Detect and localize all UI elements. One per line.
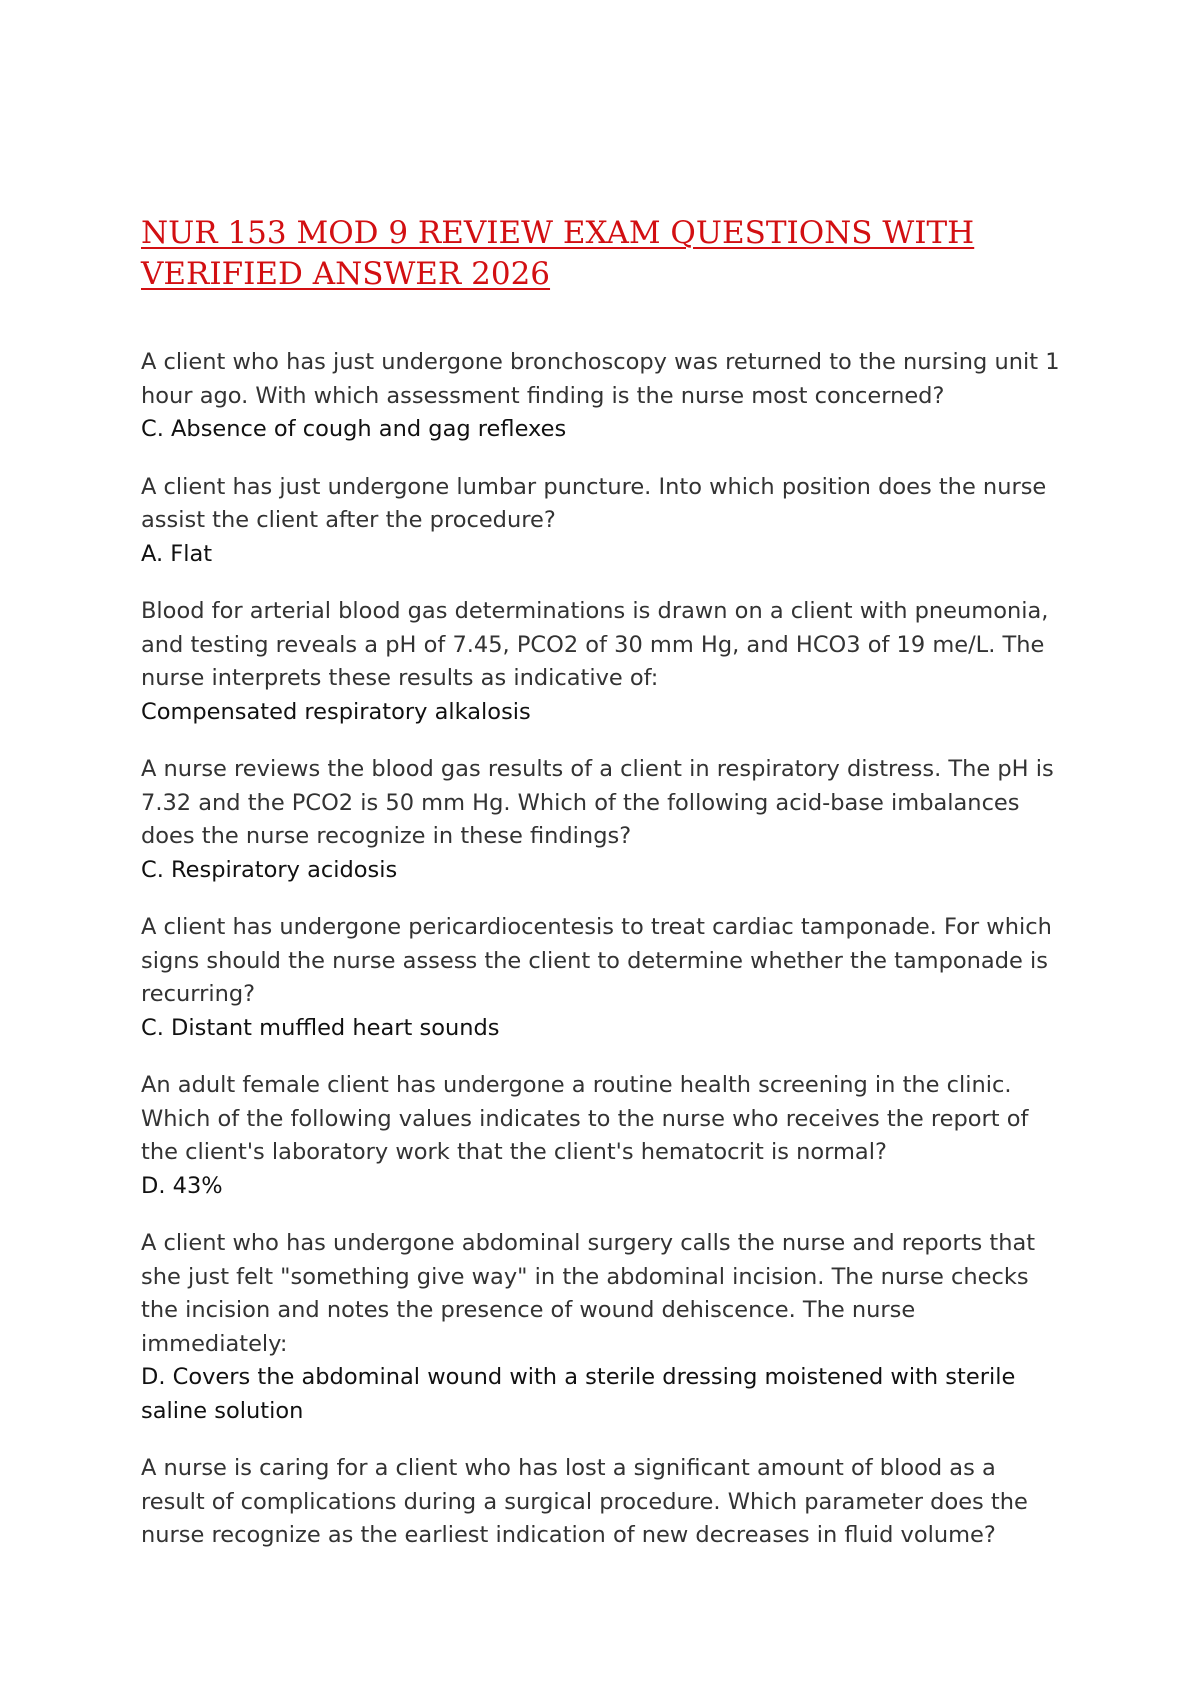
question-text: Blood for arterial blood gas determinations is drawn on a client with pneumonia, and testing reveals a pH of 7.45, PCO2 of 30 mm Hg, and HCO3 of 19 me/L. The nurse interprets these results as indicative of: [141, 598, 1049, 691]
answer-text: D. Covers the abdominal wound with a sterile dressing moistened with sterile saline solution [141, 1364, 1016, 1424]
question-item-3 [141, 595, 1061, 729]
question-text: A client who has undergone abdominal surgery calls the nurse and reports that she just felt "something give way" in the abdominal incision. The nurse checks the incision and notes the presence of wound dehiscence. The nurse immediately: [141, 1230, 1036, 1357]
answer-text: Compensated respiratory alkalosis [141, 698, 531, 725]
document-title [141, 213, 1041, 295]
answer-text: C. Respiratory acidosis [141, 856, 398, 883]
answer-text: D. 43% [141, 1172, 223, 1199]
question-text: A client has just undergone lumbar puncture. Into which position does the nurse assist the client after the procedure? [141, 473, 1047, 533]
question-item-4 [141, 753, 1061, 887]
question-item-7 [141, 1227, 1061, 1428]
answer-text: C. Distant muffled heart sounds [141, 1014, 500, 1041]
question-text: An adult female client has undergone a routine health screening in the clinic. Which of the following values indicates to the nurse who receives the report of the client's laboratory work that the client's hematocrit is normal? [141, 1072, 1029, 1165]
question-text: A nurse is caring for a client who has lost a significant amount of blood as a result of complications during a surgical procedure. Which parameter does the nurse recognize as the earliest indication of new decreases in fluid volume? [141, 1455, 1028, 1548]
title-line-2: VERIFIED ANSWER 2026 [141, 256, 551, 292]
answer-text: A. Flat [141, 540, 213, 567]
question-text: A client who has just undergone bronchoscopy was returned to the nursing unit 1 hour ago. With which assessment finding is the nurse most concerned? [141, 349, 1060, 409]
answer-text: C. Absence of cough and gag reflexes [141, 416, 567, 442]
title-line-1: NUR 153 MOD 9 REVIEW EXAM QUESTIONS WITH [141, 215, 975, 251]
question-list [141, 346, 1061, 1577]
question-text: A nurse reviews the blood gas results of a client in respiratory distress. The pH is 7.32 and the PCO2 is 50 mm Hg. Which of the following acid-base imbalances does the nurse recognize in these findings? [141, 756, 1054, 849]
question-item-6 [141, 1069, 1061, 1203]
question-item-8 [141, 1452, 1061, 1553]
question-item-5 [141, 911, 1061, 1045]
question-text: A client has undergone pericardiocentesis to treat cardiac tamponade. For which signs should the nurse assess the client to determine whether the tamponade is recurring? [141, 914, 1052, 1007]
question-item-1 [141, 346, 1061, 447]
question-item-2 [141, 471, 1061, 572]
